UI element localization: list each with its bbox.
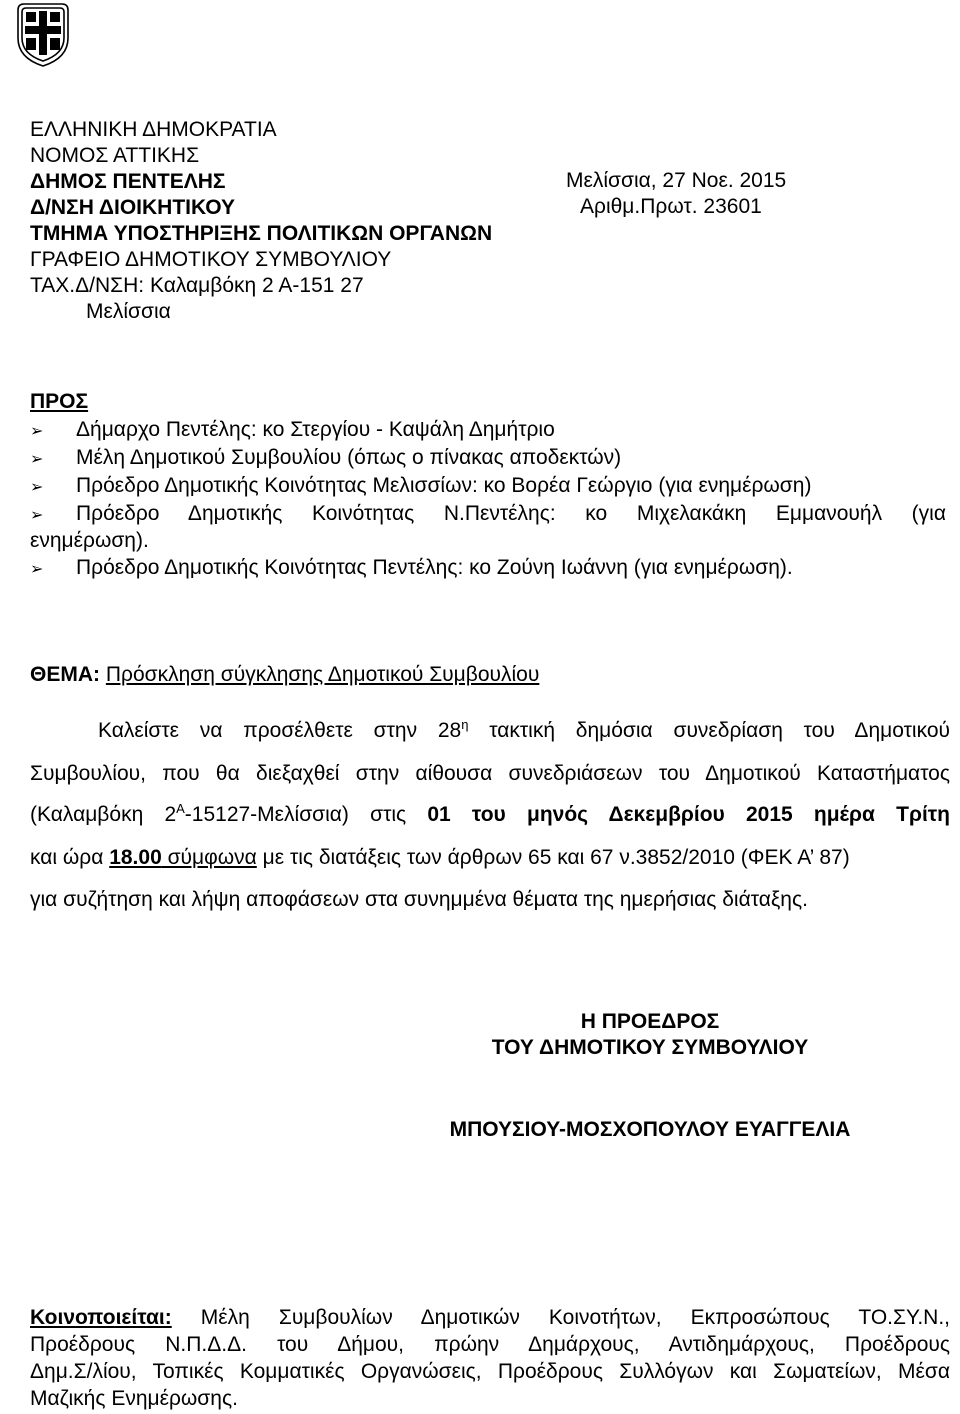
document-date: Μελίσσια, 27 Νοε. 2015 — [566, 169, 787, 192]
signature-title: Η ΠΡΟΕΔΡΟΣ — [580, 1010, 720, 1033]
greek-coat-of-arms-icon — [12, 2, 74, 68]
text-segment: -15127-Μελίσσια) στις — [184, 803, 428, 826]
cc-line-3: Δημ.Σ/λίου, Τοπικές Κομματικές Οργανώσεις, Προέδρους Συλλόγων και Σωματείων, Μέσα — [30, 1360, 950, 1383]
recipients-title: ΠΡΟΣ — [30, 390, 89, 413]
body-line-4 — [30, 845, 950, 871]
header-department: ΤΜΗΜΑ ΥΠΟΣΤΗΡΙΞΗΣ ΠΟΛΙΤΙΚΩΝ ΟΡΓΑΝΩΝ — [30, 222, 493, 245]
signature-body: ΤΟΥ ΔΗΜΟΤΙΚΟΥ ΣΥΜΒΟΥΛΙΟΥ — [491, 1036, 809, 1059]
text-segment: Μέλη Συμβουλίων Δημοτικών Κοινοτήτων, Εκπροσώπους ΤΟ.ΣΥ.Ν., — [171, 1306, 950, 1329]
recipient-mayor: Δήμαρχο Πεντέλης: κο Στεργίου - Καψάλη Δημήτριο — [76, 418, 555, 441]
cc-line-1 — [30, 1305, 950, 1331]
body-line-1 — [98, 718, 950, 744]
text-segment: τακτική δημόσια συνεδρίαση του Δημοτικού — [468, 719, 950, 742]
text-segment: Α — [176, 801, 185, 816]
recipient-penteli-president: Πρόεδρο Δημοτικής Κοινότητας Πεντέλης: κο Ζούνη Ιωάννη (για ενημέρωση). — [76, 556, 793, 579]
text-segment: η — [461, 717, 469, 732]
text-segment: με τις διατάξεις των άρθρων 65 και 67 ν.3852/2010 (ΦΕΚ Α’ 87) — [256, 846, 850, 869]
body-line-3 — [30, 802, 950, 828]
header-directorate: Δ/ΝΣΗ ΔΙΟΙΚΗΤΙΚΟΥ — [30, 196, 235, 219]
text-segment: (Καλαμβόκη 2 — [30, 803, 177, 826]
signature-name: ΜΠΟΥΣΙΟΥ-ΜΟΣΧΟΠΟΥΛΟΥ ΕΥΑΓΓΕΛΙΑ — [449, 1118, 851, 1141]
header-municipality: ΔΗΜΟΣ ΠΕΝΤΕΛΗΣ — [30, 170, 226, 193]
recipient-melissia-president: Πρόεδρο Δημοτικής Κοινότητας Μελισσίων: κο Βορέα Γεώργιο (για ενημέρωση) — [76, 474, 812, 497]
text-segment: σύμφωνα — [161, 846, 257, 869]
header-city: Μελίσσια — [86, 300, 171, 323]
arrow-bullet-icon: ➢ — [30, 561, 44, 578]
subject-line — [30, 663, 539, 687]
header-office: ΓΡΑΦΕΙΟ ΔΗΜΟΤΙΚΟΥ ΣΥΜΒΟΥΛΙΟΥ — [30, 248, 392, 271]
text-segment: Κοινοποιείται: — [30, 1306, 172, 1329]
cc-line-4: Μαζικής Ενημέρωσης. — [30, 1387, 238, 1410]
arrow-bullet-icon: ➢ — [30, 507, 44, 524]
issuer-header — [30, 117, 492, 325]
text-segment: 01 του μηνός Δεκεμβρίου 2015 ημέρα Τρίτη — [427, 803, 950, 826]
header-country: ΕΛΛΗΝΙΚΗ ΔΗΜΟΚΡΑΤΙΑ — [30, 118, 277, 141]
text-segment: Καλείστε να προσέλθετε στην 28 — [98, 719, 462, 742]
header-prefecture: ΝΟΜΟΣ ΑΤΤΙΚΗΣ — [30, 144, 200, 167]
arrow-bullet-icon: ➢ — [30, 423, 44, 440]
body-line-2: Συμβουλίου, που θα διεξαχθεί στην αίθουσα συνεδριάσεων του Δημοτικού Καταστήματος — [30, 762, 950, 785]
arrow-bullet-icon: ➢ — [30, 451, 44, 468]
cc-line-2: Προέδρους Ν.Π.Δ.Δ. του Δήμου, πρώην Δημάρχους, Αντιδημάρχους, Προέδρους — [30, 1333, 950, 1356]
recipient-npenteli-president: Πρόεδρο Δημοτικής Κοινότητας Ν.Πεντέλης: κο Μιχελακάκη Εμμανουήλ (για — [76, 502, 946, 525]
subject-label: ΘΕΜΑ: — [30, 663, 100, 686]
header-address: ΤΑΧ.Δ/ΝΣΗ: Καλαμβόκη 2 Α-151 27 — [30, 274, 364, 297]
text-segment: 18.00 — [109, 846, 162, 869]
text-segment: και ώρα — [30, 846, 110, 869]
body-line-5: για συζήτηση και λήψη αποφάσεων στα συνημμένα θέματα της ημερήσιας διάταξης. — [30, 888, 808, 911]
subject-text: Πρόσκληση σύγκλησης Δημοτικού Συμβουλίου — [105, 663, 540, 686]
recipient-npenteli-president-cont: ενημέρωση). — [30, 529, 149, 552]
protocol-number: Αριθμ.Πρωτ. 23601 — [580, 195, 762, 218]
arrow-bullet-icon: ➢ — [30, 479, 44, 496]
recipient-council-members: Μέλη Δημοτικού Συμβουλίου (όπως ο πίνακας αποδεκτών) — [76, 446, 622, 469]
